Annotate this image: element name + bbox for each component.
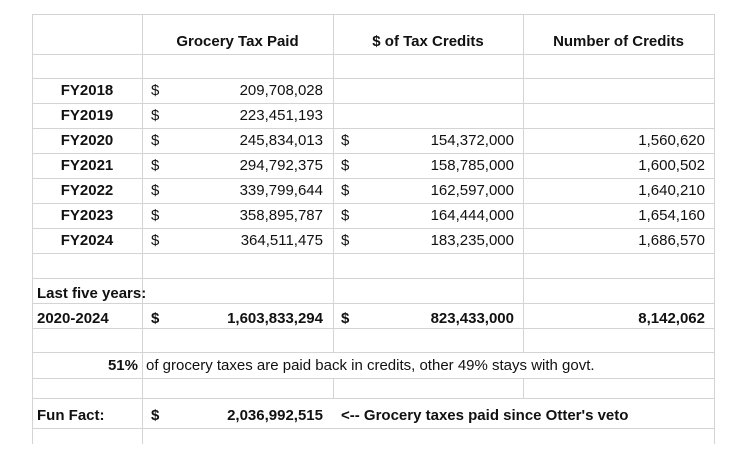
gridline: [32, 378, 715, 379]
row-grocery-tax: 245,834,013: [239, 132, 323, 149]
percent-note-text: of grocery taxes are paid back in credits, other 49% stays with govt.: [146, 357, 595, 374]
gridline: [32, 228, 715, 229]
row-year: FY2019: [60, 107, 114, 124]
row-num-credits: 1,600,502: [638, 157, 705, 174]
gridline: [32, 128, 715, 129]
gridline: [32, 153, 715, 154]
row-credits-dollar: $: [341, 232, 350, 249]
row-grocery-tax: 339,799,644: [239, 182, 323, 199]
fun-fact-label: Fun Fact:: [37, 407, 105, 424]
fun-fact-note: <-- Grocery taxes paid since Otter's veto: [341, 407, 629, 424]
row-tax-credits: 158,785,000: [430, 157, 514, 174]
row-credits-dollar: $: [341, 182, 350, 199]
row-num-credits: 1,560,620: [638, 132, 705, 149]
summary-grocery-dollar: $: [151, 310, 160, 327]
gridline: [32, 352, 715, 353]
row-year: FY2024: [60, 232, 114, 249]
fun-fact-dollar: $: [151, 407, 160, 424]
row-credits-dollar: $: [341, 132, 350, 149]
row-tax-credits: 183,235,000: [430, 232, 514, 249]
header-number-of-credits: Number of Credits: [553, 33, 684, 50]
percent-value: 51%: [107, 357, 138, 374]
row-year: FY2023: [60, 207, 114, 224]
gridline: [32, 178, 715, 179]
row-grocery-dollar: $: [151, 107, 160, 124]
gridline: [32, 428, 715, 429]
summary-credits-dollar: $: [341, 310, 350, 327]
row-tax-credits: 154,372,000: [430, 132, 514, 149]
summary-label: Last five years:: [37, 285, 147, 302]
summary-grocery-tax-total: 1,603,833,294: [227, 310, 323, 327]
row-num-credits: 1,686,570: [638, 232, 705, 249]
gridline: [32, 14, 715, 15]
summary-range: 2020-2024: [37, 310, 109, 327]
row-grocery-tax: 358,895,787: [239, 207, 323, 224]
gridline: [523, 14, 524, 352]
gridline: [32, 398, 715, 399]
row-tax-credits: 164,444,000: [430, 207, 514, 224]
fun-fact-value: 2,036,992,515: [227, 407, 323, 424]
row-tax-credits: 162,597,000: [430, 182, 514, 199]
row-year: FY2021: [60, 157, 114, 174]
gridline: [333, 378, 334, 398]
gridline: [32, 203, 715, 204]
gridline: [32, 54, 715, 55]
gridline: [32, 278, 715, 279]
gridline: [32, 253, 715, 254]
row-grocery-dollar: $: [151, 132, 160, 149]
row-credits-dollar: $: [341, 207, 350, 224]
row-grocery-dollar: $: [151, 182, 160, 199]
gridline: [333, 14, 334, 352]
gridline: [523, 378, 524, 398]
gridline: [32, 78, 715, 79]
header-grocery-tax-paid: Grocery Tax Paid: [176, 33, 299, 50]
row-credits-dollar: $: [341, 157, 350, 174]
row-num-credits: 1,654,160: [638, 207, 705, 224]
row-grocery-tax: 294,792,375: [239, 157, 323, 174]
row-year: FY2022: [60, 182, 114, 199]
gridline: [32, 303, 715, 304]
row-year: FY2018: [60, 82, 114, 99]
row-grocery-tax: 364,511,475: [240, 232, 323, 249]
row-num-credits: 1,640,210: [638, 182, 705, 199]
summary-num-credits-total: 8,142,062: [638, 310, 705, 327]
header-tax-credits: $ of Tax Credits: [372, 33, 484, 50]
row-grocery-tax: 209,708,028: [239, 82, 323, 99]
gridline: [32, 103, 715, 104]
row-grocery-dollar: $: [151, 157, 160, 174]
summary-tax-credits-total: 823,433,000: [430, 310, 514, 327]
row-grocery-dollar: $: [151, 207, 160, 224]
row-grocery-tax: 223,451,193: [239, 107, 323, 124]
gridline: [32, 328, 715, 329]
row-grocery-dollar: $: [151, 82, 160, 99]
row-grocery-dollar: $: [151, 232, 160, 249]
row-year: FY2020: [60, 132, 114, 149]
